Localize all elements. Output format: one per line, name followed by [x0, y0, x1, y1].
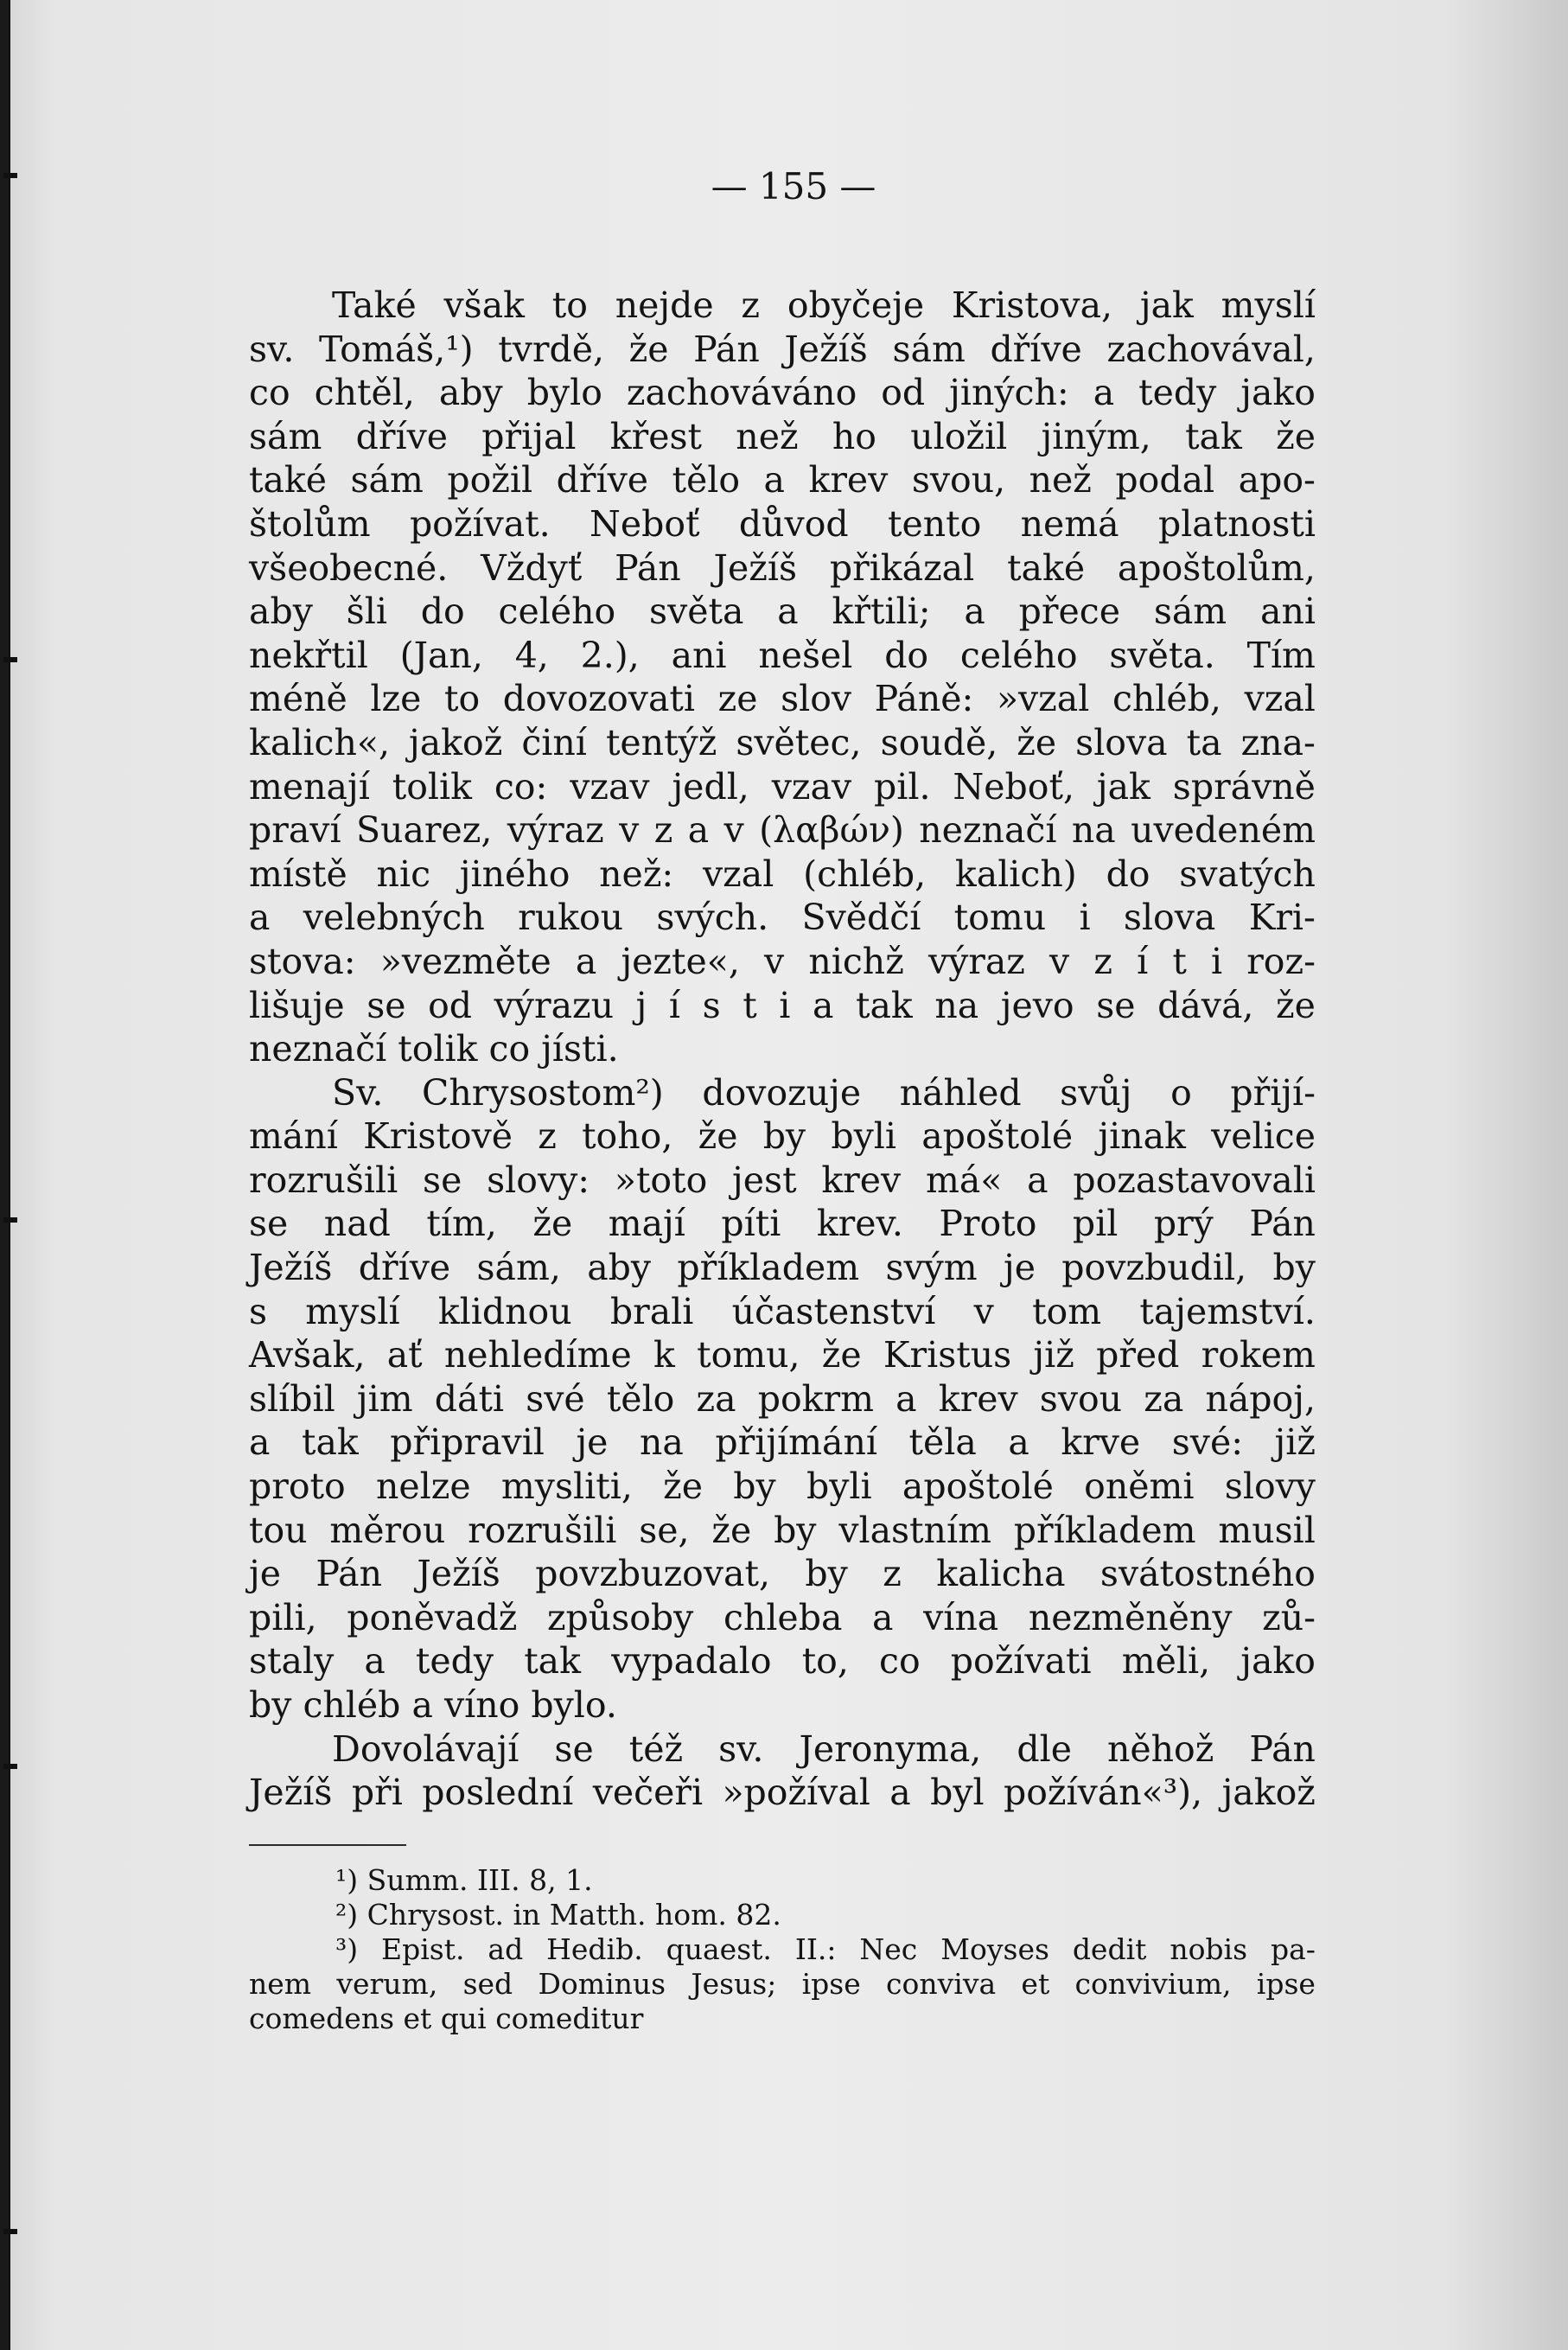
text-line: všeobecné. Vždyť Pán Ježíš přikázal také apoštolům,: [249, 546, 1316, 589]
text-line: místě nic jiného než: vzal (chléb, kalich) do svatých: [249, 853, 1316, 895]
text-line: kalich«, jakož činí tentýž světec, soudě, že slova ta zna-: [249, 721, 1316, 763]
text-line: staly a tedy tak vypadalo to, co požívati měli, jako: [249, 1640, 1316, 1683]
footnote-line: ³) Epist. ad Hedib. quaest. II.: Nec Moyses dedit nobis pa-: [335, 1932, 1316, 1966]
page-text-block: [249, 152, 1316, 2036]
text-line: proto nelze mysliti, že by byli apoštolé oněmi slovy: [249, 1466, 1316, 1508]
text-line: Avšak, ať nehledíme k tomu, že Kristus již před rokem: [249, 1334, 1316, 1376]
text-line: nekřtil (Jan, 4, 2.), ani nešel do celého světa. Tím: [249, 634, 1316, 676]
binding-mark: [3, 657, 17, 662]
text-line: sv. Tomáš,¹) tvrdě, že Pán Ježíš sám dříve zachovával,: [249, 328, 1316, 370]
text-line: Ježíš dříve sám, aby příkladem svým je povzbudil, by: [249, 1247, 1316, 1289]
binding-mark: [3, 173, 17, 178]
text-line: Sv. Chrysostom²) dovozuje náhled svůj o přijí-: [332, 1071, 1316, 1114]
text-line: sám dříve přijal křest než ho uložil jiným, tak že: [249, 415, 1316, 457]
text-line: neznačí tolik co jísti.: [249, 1028, 619, 1070]
footnote-line: nem verum, sed Dominus Jesus; ipse conviva et convivium, ipse: [249, 1966, 1316, 2001]
text-line: rozrušili se slovy: »toto jest krev má« a pozastavovali: [249, 1159, 1316, 1201]
text-line: by chléb a víno bylo.: [249, 1684, 617, 1726]
body-text: [249, 284, 1316, 1815]
text-line: tou měrou rozrušili se, že by vlastním příkladem musil: [249, 1509, 1316, 1551]
binding-mark: [3, 1217, 17, 1223]
text-line: a velebných rukou svých. Svědčí tomu i slova Kri-: [249, 897, 1316, 939]
text-line: a tak připravil je na přijímání těla a krve své: již: [249, 1421, 1316, 1464]
text-line: slíbil jim dáti své tělo za pokrm a krev svou za nápoj,: [249, 1377, 1316, 1420]
text-line: se nad tím, že mají píti krev. Proto pil prý Pán: [249, 1203, 1316, 1245]
text-line: pili, poněvadž způsoby chleba a vína nezměněny zů-: [249, 1596, 1316, 1638]
text-line: méně lze to dovozovati ze slov Páně: »vzal chléb, vzal: [249, 678, 1316, 720]
text-line: co chtěl, aby bylo zachováváno od jiných: a tedy jako: [249, 372, 1316, 414]
text-line: je Pán Ježíš povzbuzovat, by z kalicha svátostného: [249, 1553, 1316, 1595]
footnote-divider: [249, 1844, 406, 1846]
binding-mark: [3, 2229, 17, 2234]
text-line: s myslí klidnou brali účastenství v tom tajemství.: [249, 1290, 1316, 1332]
text-line: Dovolávají se též sv. Jeronyma, dle něhož Pán: [332, 1727, 1316, 1770]
text-line: aby šli do celého světa a křtili; a přece sám ani: [249, 591, 1316, 633]
text-line: mání Kristově z toho, že by byli apoštolé jinak velice: [249, 1115, 1316, 1158]
text-line: menají tolik co: vzav jedl, vzav pil. Neboť, jak správně: [249, 765, 1316, 808]
text-line: lišuje se od výrazu j í s t i a tak na jevo se dává, že: [249, 984, 1316, 1026]
page-number: — 155 —: [711, 165, 876, 208]
text-line: Také však to nejde z obyčeje Kristova, jak myslí: [332, 284, 1316, 326]
book-page: [10, 0, 1568, 2350]
footnote-line: ²) Chrysost. in Matth. hom. 82.: [335, 1897, 781, 1932]
footnote-line: comedens et qui comeditur: [249, 2001, 644, 2035]
text-line: také sám požil dříve tělo a krev svou, než podal apo-: [249, 459, 1316, 501]
binding-mark: [3, 1764, 17, 1769]
text-line: stova: »vezměte a jezte«, v nichž výraz v z í t i roz-: [249, 940, 1316, 982]
footnotes: [249, 1863, 1316, 2036]
text-line: štolům požívat. Neboť důvod tento nemá platnosti: [249, 502, 1316, 545]
binding-edge: [0, 0, 9, 2350]
text-line: praví Suarez, výraz v z a v (λαβών) neznačí na uvedeném: [249, 809, 1316, 852]
footnote-line: ¹) Summ. III. 8, 1.: [335, 1862, 593, 1897]
text-line: Ježíš při poslední večeři »požíval a byl požíván«³), jakož: [249, 1772, 1316, 1814]
